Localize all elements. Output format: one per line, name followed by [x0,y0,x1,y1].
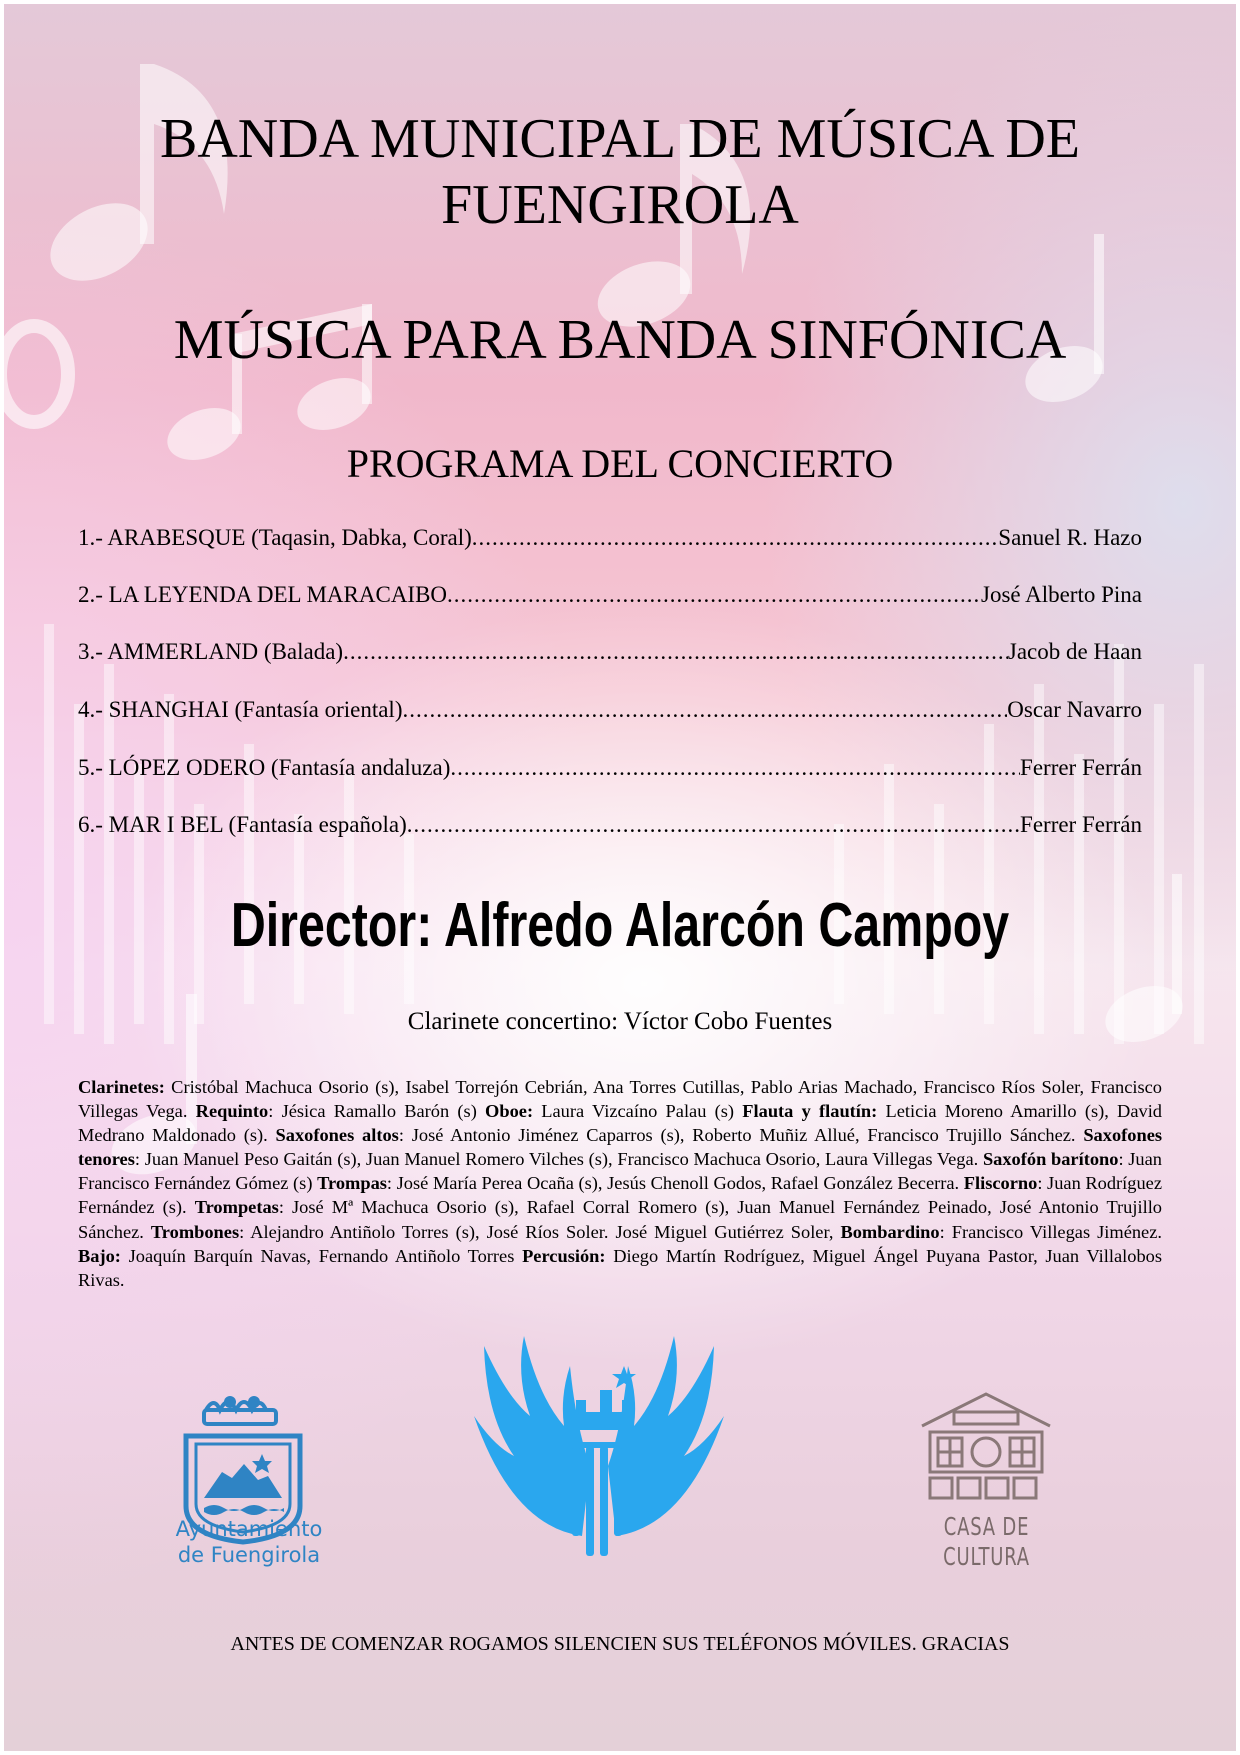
band-title [4,106,1236,238]
band-roster [78,1075,1162,1292]
roster-members: : Alejandro Antiñolo Torres (s), José Ríos Soler. José Miguel Gutiérrez Soler, [239,1221,841,1242]
concert-subtitle: MÚSICA PARA BANDA SINFÓNICA [173,309,1067,371]
concertino-name: : Víctor Cobo Fuentes [611,1008,833,1035]
roster-members: : Jésica Ramallo Barón (s) [268,1101,486,1122]
roster-members: : Juan Manuel Peso Gaitán (s), Juan Manuel Romero Vilches (s), Francisco Machuca Osorio, Laura Villegas Vega. [134,1149,983,1170]
program-heading: PROGRAMA DEL CONCIERTO [346,441,894,486]
roster-members: Laura Vizcaíno Palau (s) [533,1101,743,1122]
program-item [78,696,1142,724]
roster-members: : José María Perea Ocaña (s), Jesús Chenoll Godos, Rafael González Becerra. [386,1173,964,1194]
roster-section: Saxofones altos [275,1125,399,1146]
roster-section: Flauta y flautín: [742,1101,878,1122]
band-title-line1: BANDA MUNICIPAL DE MÚSICA DE [160,108,1080,170]
leader-dots [450,754,1020,782]
program-work: 5.- LÓPEZ ODERO (Fantasía andaluza) [78,755,451,780]
program-work: 6.- MAR I BEL (Fantasía española) [78,812,407,837]
roster-section: Percusión: [522,1245,606,1266]
casa-de-cultura-label: CASA DE CULTURA [943,1512,1030,1571]
program-work: 2.- LA LEYENDA DEL MARACAIBO [78,582,448,607]
program-work: 1.- ARABESQUE (Taqasin, Dabka, Coral) [78,525,472,550]
program-composer: Ferrer Ferrán [1020,755,1142,780]
program-item [78,811,1142,839]
program-composer: José Alberto Pina [981,582,1142,607]
roster-section: Oboe: [485,1101,534,1122]
roster-members: : Francisco Villegas Jiménez. [939,1221,1162,1242]
roster-section: Trombones [150,1221,240,1242]
casa-de-cultura-building-icon [916,1390,1056,1505]
program-item [78,754,1142,782]
roster-members: : José Antonio Jiménez Caparros (s), Roberto Muñiz Allué, Francisco Trujillo Sánchez. [398,1125,1084,1146]
program-item [78,581,1142,609]
director-name: Director: Alfredo Alarcón Campoy [230,891,1010,960]
program-composer: Sanuel R. Hazo [998,525,1142,550]
roster-members: : Juan Francisco Fernández Gómez (s) [78,1149,1162,1194]
program-composer: Oscar Navarro [1007,697,1142,722]
program-item [78,638,1142,666]
clarinet-concertino [4,1007,1236,1037]
footer-notice: ANTES DE COMENZAR ROGAMOS SILENCIEN SUS TELÉFONOS MÓVILES. GRACIAS [230,1633,1010,1655]
roster-members: : Juan Rodríguez Fernández (s). [78,1173,1162,1218]
program-composer: Jacob de Haan [1007,639,1142,664]
roster-section: Bombardino [840,1221,940,1242]
concert-program-page [4,4,1236,1751]
roster-section: Trompetas [194,1197,279,1218]
program-composer: Ferrer Ferrán [1020,812,1142,837]
roster-members: : José Mª Machuca Osorio (s), Rafael Corral Romero (s), Juan Manuel Fernández Peinado, José Antonio Trujillo Sánchez. [78,1197,1162,1242]
leader-dots [402,696,1007,724]
leader-dots [472,524,998,552]
band-title-line2: FUENGIROLA [441,174,799,236]
ayuntamiento-line1: Ayuntamiento [175,1517,323,1541]
leader-dots [343,638,1008,666]
roster-section: Saxofones tenores [78,1125,1163,1170]
program-work: 4.- SHANGHAI (Fantasía oriental) [78,697,403,722]
ayuntamiento-label [164,1516,334,1568]
roster-section: Fliscorno [963,1173,1038,1194]
roster-section: Trompas [317,1173,387,1194]
roster-section: Clarinetes: [78,1077,165,1097]
roster-members: Joaquín Barquín Navas, Fernando Antiñolo Torres [120,1245,523,1266]
roster-section: Saxofón barítono [982,1149,1119,1170]
roster-section: Bajo: [78,1245,121,1266]
roster-section: Requinto [195,1101,269,1122]
roster-members: Leticia Moreno Amarillo (s), David Medrano Maldonado (s). [78,1101,1162,1146]
leader-dots [447,581,981,609]
ayuntamiento-line2: de Fuengirola [177,1543,321,1567]
program-work: 3.- AMMERLAND (Balada) [78,639,344,664]
roster-members: Diego Martín Rodríguez, Miguel Ángel Puyana Pastor, Juan Villalobos Rivas. [78,1245,1162,1290]
winged-castle-emblem-icon [464,1326,734,1586]
concertino-label: Clarinete concertino [407,1008,612,1035]
leader-dots [407,811,1020,839]
program-item [78,524,1142,552]
roster-members: Cristóbal Machuca Osorio (s), Isabel Torrejón Cebrián, Ana Torres Cutillas, Pablo Arias Machado, Francisco Ríos Soler, Francisco Villegas Vega. [78,1077,1162,1122]
